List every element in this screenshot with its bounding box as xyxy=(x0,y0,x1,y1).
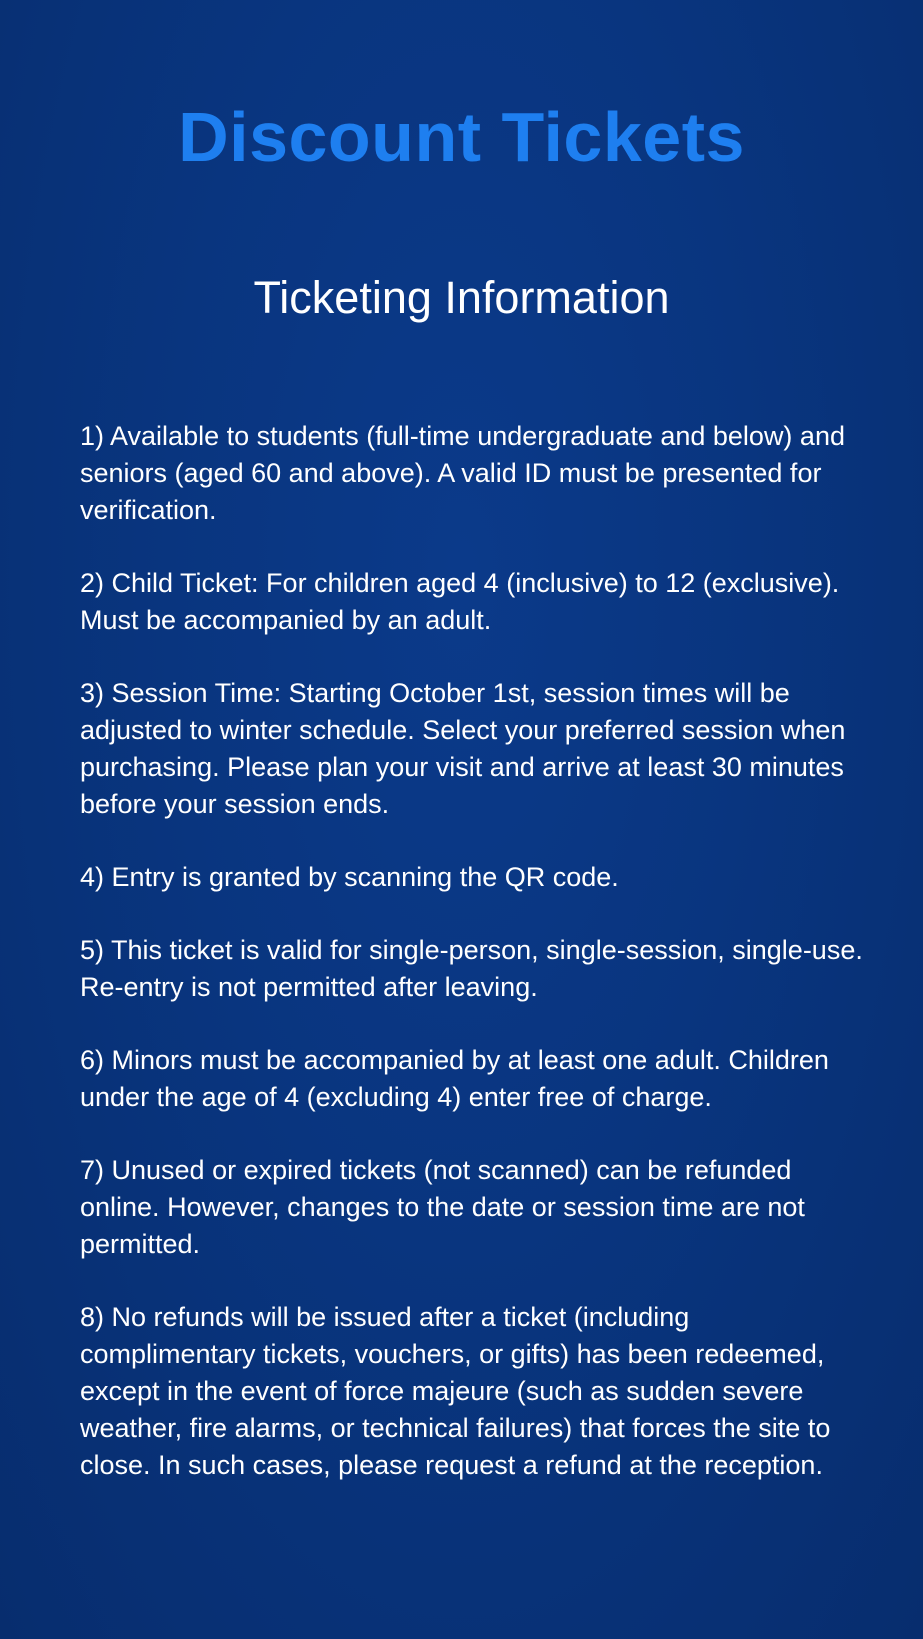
page-title: Discount Tickets xyxy=(178,98,745,176)
rule-item: 5) This ticket is valid for single-person, single-session, single-use. Re-entry is not permitted after leaving. xyxy=(80,935,863,1002)
rules-list xyxy=(80,418,870,1520)
rule-item: 6) Minors must be accompanied by at least one adult. Children under the age of 4 (excluding 4) enter free of charge. xyxy=(80,1045,829,1112)
rule-item: 2) Child Ticket: For children aged 4 (inclusive) to 12 (exclusive). Must be accompanied by an adult. xyxy=(80,568,840,635)
rule-item: 8) No refunds will be issued after a ticket (including complimentary tickets, vouchers, or gifts) has been redeemed, except in the event of force majeure (such as sudden severe weather, fire alarms, or technical failures) that forces the site to close. In such cases, please request a refund at the reception. xyxy=(80,1302,831,1480)
rule-item: 4) Entry is granted by scanning the QR code. xyxy=(80,862,619,892)
rule-item: 1) Available to students (full-time undergraduate and below) and seniors (aged 60 and above). A valid ID must be presented for verification. xyxy=(80,421,845,525)
rule-item: 7) Unused or expired tickets (not scanned) can be refunded online. However, changes to the date or session time are not permitted. xyxy=(80,1155,805,1259)
section-subtitle: Ticketing Information xyxy=(253,272,670,323)
rule-item: 3) Session Time: Starting October 1st, session times will be adjusted to winter schedule. Select your preferred session when purchasing. Please plan your visit and arrive at least 30 minutes before your session ends. xyxy=(80,678,846,819)
